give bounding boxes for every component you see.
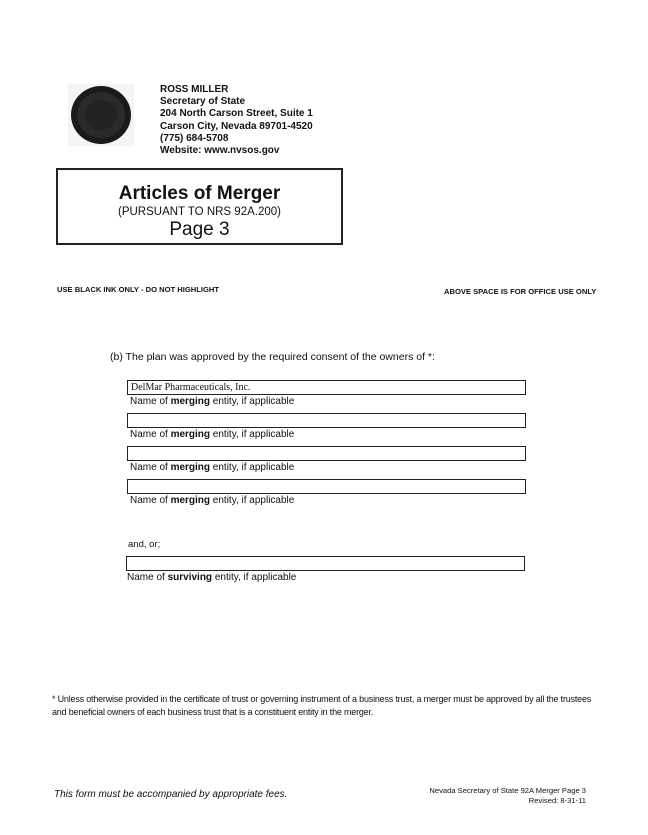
fees-notice: This form must be accompanied by appropriate fees. (54, 789, 288, 800)
merging-entity-label-4 (130, 495, 294, 506)
label-emphasis: merging (170, 396, 211, 407)
merging-entity-label-3 (130, 462, 294, 473)
form-subtitle: (PURSUANT TO NRS 92A.200) (118, 206, 281, 218)
surviving-entity-label (127, 572, 296, 583)
secretary-name: ROSS MILLER (160, 84, 229, 95)
office-use-note: ABOVE SPACE IS FOR OFFICE USE ONLY (444, 287, 597, 296)
form-title-box (56, 168, 343, 245)
merging-entity-field-4[interactable] (127, 479, 526, 494)
label-emphasis: surviving (167, 572, 213, 583)
ink-instruction: USE BLACK INK ONLY - DO NOT HIGHLIGHT (57, 285, 220, 294)
label-prefix: Name of (130, 495, 171, 506)
secretary-header (160, 84, 313, 157)
label-prefix: Name of (130, 462, 171, 473)
form-title: Articles of Merger (118, 183, 281, 204)
merging-entity-field-1[interactable]: DelMar Pharmaceuticals, Inc. (127, 380, 526, 395)
secretary-office: Secretary of State (160, 96, 246, 108)
website: Website: www.nvsos.gov (160, 145, 280, 157)
state-seal-icon (68, 84, 134, 146)
label-suffix: entity, if applicable (210, 396, 295, 407)
merging-entity-label-2 (130, 429, 294, 440)
label-prefix: Name of (130, 396, 171, 407)
merging-entity-label-1 (130, 396, 294, 407)
phone-number: (775) 684-5708 (160, 132, 229, 144)
merging-entity-field-2[interactable] (127, 413, 526, 428)
label-prefix: Name of (127, 572, 168, 583)
footnote: * Unless otherwise provided in the certificate of trust or governing instrument of a business trust, a merger must be approved by all the trustees and beneficial owners of each business trust that is a constituent entity in the merger. (52, 694, 592, 717)
label-suffix: entity, if applicable (210, 462, 295, 473)
form-footer-id (420, 786, 586, 806)
revised-date: Revised: 8-31-11 (528, 796, 586, 805)
label-emphasis: merging (170, 429, 211, 440)
label-emphasis: merging (170, 462, 211, 473)
label-prefix: Name of (130, 429, 171, 440)
plan-approval-statement: (b) The plan was approved by the required consent of the owners of *: (110, 351, 435, 363)
form-page-number: Page 3 (169, 219, 230, 240)
and-or-text: and, or; (128, 539, 161, 550)
label-suffix: entity, if applicable (210, 429, 295, 440)
surviving-entity-field[interactable] (126, 556, 525, 571)
label-suffix: entity, if applicable (212, 572, 297, 583)
address-line-1: 204 North Carson Street, Suite 1 (160, 108, 313, 120)
label-suffix: entity, if applicable (210, 495, 295, 506)
address-line-2: Carson City, Nevada 89701-4520 (160, 120, 313, 132)
merging-entity-field-3[interactable] (127, 446, 526, 461)
label-emphasis: merging (170, 495, 211, 506)
form-identifier: Nevada Secretary of State 92A Merger Page 3 (429, 786, 586, 795)
